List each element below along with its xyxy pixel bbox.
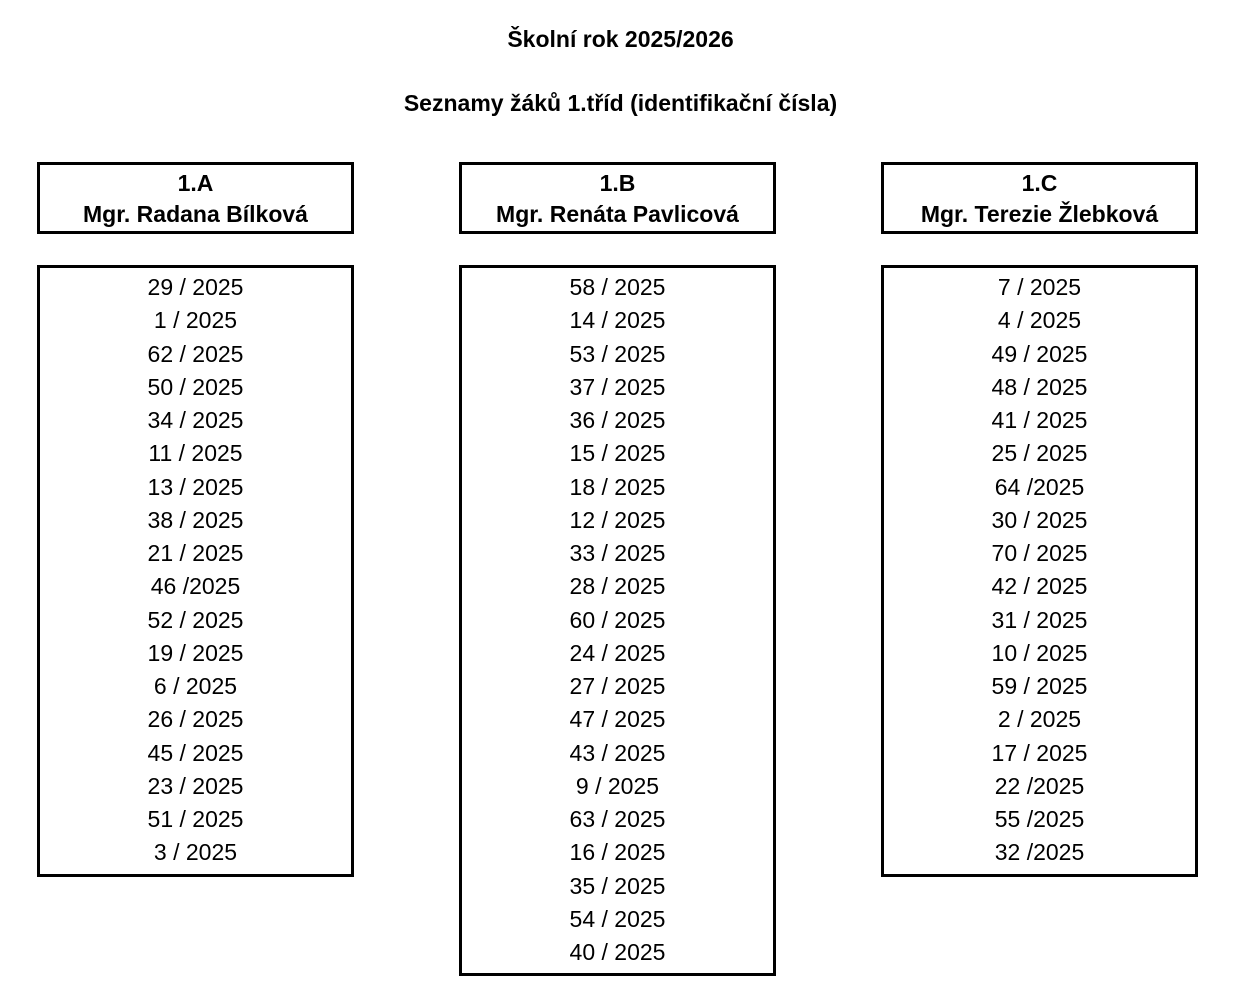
student-id: 1 / 2025 (153, 307, 238, 334)
student-id: 38 / 2025 (147, 506, 244, 533)
class-header-1a (37, 162, 354, 234)
class-header-1c (881, 162, 1198, 234)
class-code: 1.A (177, 170, 214, 196)
class-code: 1.B (599, 170, 636, 196)
student-id: 33 / 2025 (569, 540, 666, 566)
student-id: 22 /2025 (994, 772, 1085, 799)
student-id: 55 /2025 (994, 806, 1085, 832)
student-id: 26 / 2025 (147, 706, 244, 733)
student-id: 4 / 2025 (997, 307, 1082, 334)
student-id: 34 / 2025 (147, 407, 244, 433)
student-id: 62 / 2025 (147, 340, 244, 367)
student-id: 70 / 2025 (991, 540, 1088, 566)
student-id: 48 / 2025 (991, 373, 1088, 400)
student-id-list-1a (37, 265, 354, 877)
student-id: 12 / 2025 (569, 506, 666, 533)
class-teacher: Mgr. Renáta Pavlicová (496, 201, 739, 227)
student-id: 47 / 2025 (569, 706, 666, 733)
student-id: 13 / 2025 (147, 473, 244, 500)
student-id: 46 /2025 (150, 573, 241, 600)
school-year-title: Školní rok 2025/2026 (507, 26, 734, 52)
class-code: 1.C (1021, 170, 1058, 196)
student-id: 9 / 2025 (575, 772, 660, 799)
student-id: 2 / 2025 (997, 706, 1082, 733)
student-id: 58 / 2025 (569, 274, 666, 300)
student-id: 45 / 2025 (147, 739, 244, 766)
student-id: 29 / 2025 (147, 274, 244, 300)
student-id: 18 / 2025 (569, 473, 666, 500)
student-id: 16 / 2025 (569, 839, 666, 866)
list-title: Seznamy žáků 1.tříd (identifikační čísla) (403, 90, 838, 116)
student-id: 59 / 2025 (991, 673, 1088, 699)
student-id-list-1c (881, 265, 1198, 877)
class-teacher: Mgr. Terezie Žlebková (920, 201, 1159, 227)
student-id: 17 / 2025 (991, 739, 1088, 766)
student-id: 24 / 2025 (569, 639, 666, 666)
student-id: 25 / 2025 (991, 440, 1088, 467)
student-id: 3 / 2025 (153, 839, 238, 866)
student-id: 49 / 2025 (991, 340, 1088, 367)
student-id: 50 / 2025 (147, 373, 244, 400)
student-id: 36 / 2025 (569, 407, 666, 433)
student-id: 23 / 2025 (147, 772, 244, 799)
student-id: 10 / 2025 (991, 639, 1088, 666)
student-id: 37 / 2025 (569, 373, 666, 400)
student-id: 11 / 2025 (148, 440, 243, 467)
student-id-list-1b (459, 265, 776, 976)
student-id: 40 / 2025 (569, 939, 666, 965)
student-id: 31 / 2025 (991, 606, 1088, 633)
class-teacher: Mgr. Radana Bílková (83, 201, 308, 227)
student-id: 42 / 2025 (991, 573, 1088, 600)
student-id: 35 / 2025 (569, 872, 666, 899)
student-id: 53 / 2025 (569, 340, 666, 367)
student-id: 41 / 2025 (991, 407, 1088, 433)
student-id: 52 / 2025 (147, 606, 244, 633)
student-id: 21 / 2025 (147, 540, 244, 566)
student-id: 51 / 2025 (147, 806, 244, 832)
student-id: 6 / 2025 (153, 673, 238, 699)
student-id: 14 / 2025 (569, 307, 666, 334)
student-id: 30 / 2025 (991, 506, 1088, 533)
student-id: 15 / 2025 (569, 440, 666, 467)
student-id: 19 / 2025 (147, 639, 244, 666)
student-id: 60 / 2025 (569, 606, 666, 633)
class-header-1b (459, 162, 776, 234)
student-id: 43 / 2025 (569, 739, 666, 766)
student-id: 32 /2025 (994, 839, 1085, 866)
student-id: 63 / 2025 (569, 806, 666, 832)
student-id: 54 / 2025 (569, 905, 666, 932)
student-id: 28 / 2025 (569, 573, 666, 600)
student-id: 7 / 2025 (997, 274, 1082, 300)
student-id: 64 /2025 (994, 473, 1085, 500)
student-id: 27 / 2025 (569, 673, 666, 699)
